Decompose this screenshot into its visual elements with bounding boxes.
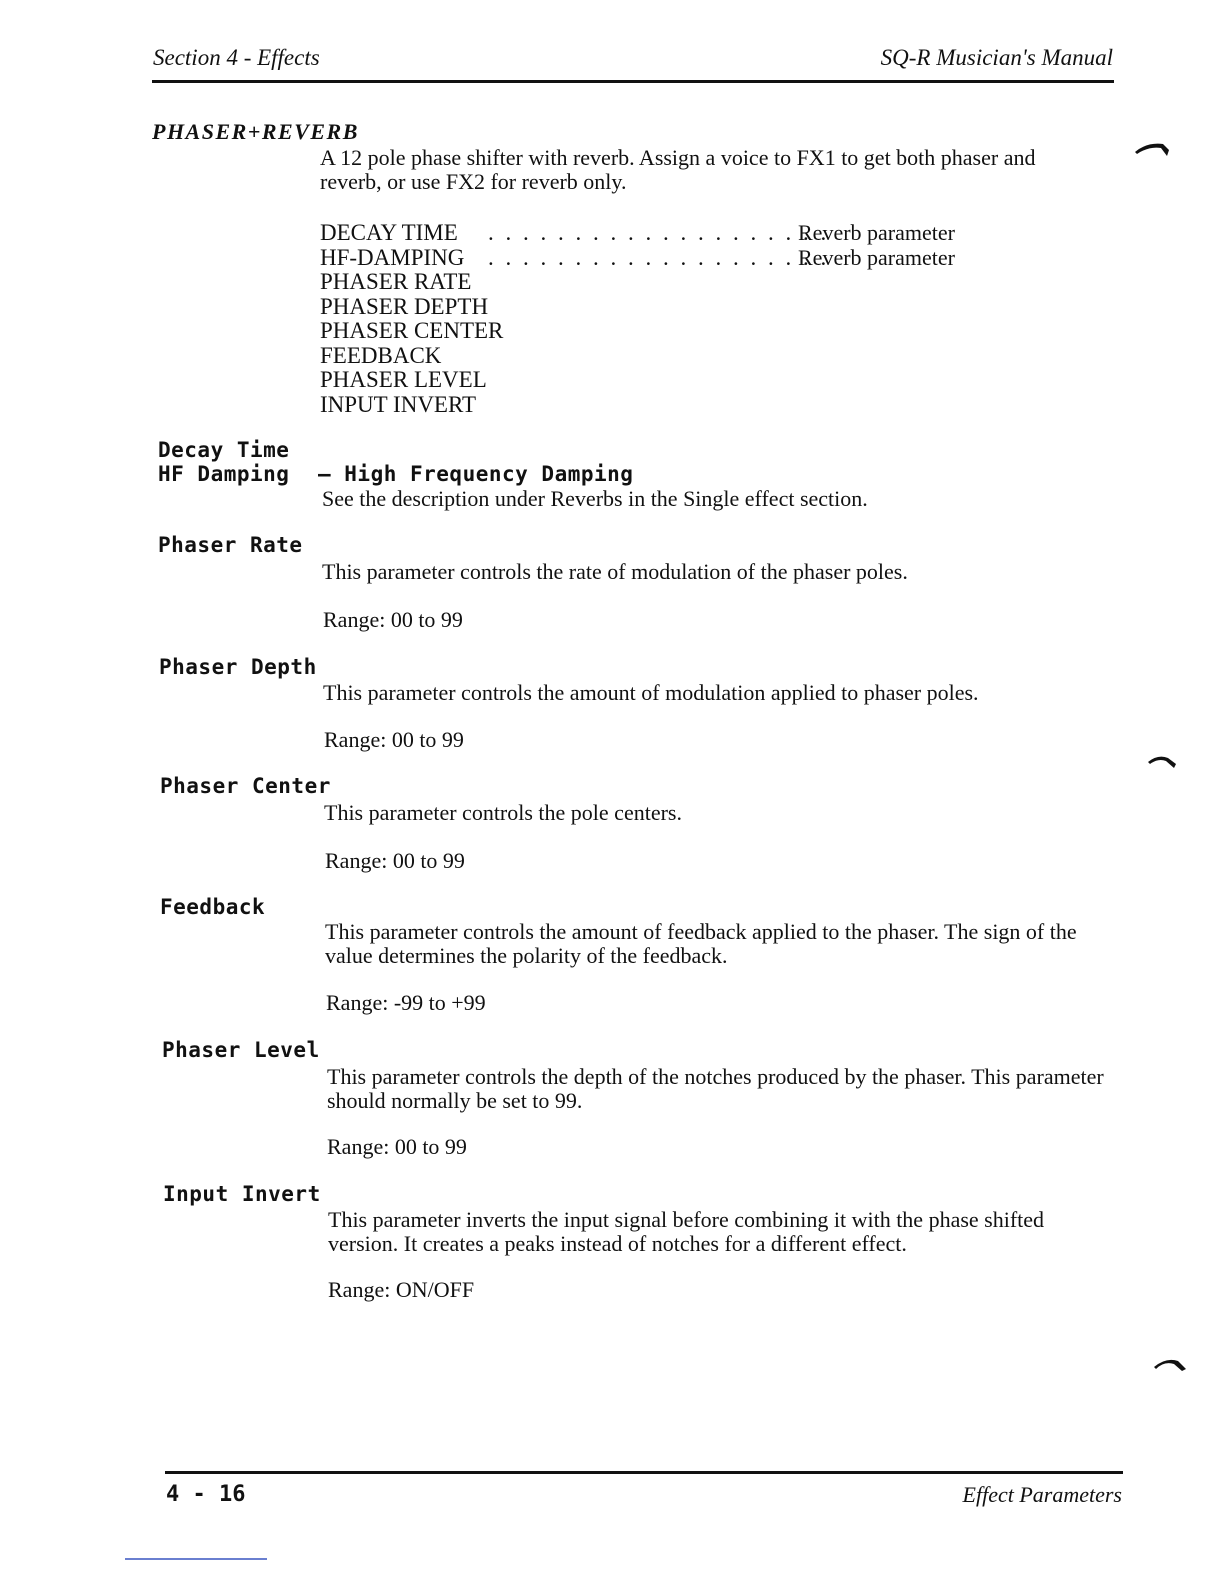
- binder-mark-icon: [1133, 140, 1173, 156]
- page-number: 4 - 16: [166, 1482, 246, 1507]
- term-phaser-rate: Phaser Rate: [158, 533, 303, 557]
- term-input-invert: Input Invert: [163, 1182, 321, 1206]
- effect-title: PHASER+REVERB: [152, 119, 359, 144]
- parameter-list-item: [320, 244, 955, 270]
- phaser-level-description: This parameter controls the depth of the notches produced by the phaser. This parameter should normally be set to 99.: [327, 1064, 1104, 1113]
- header-rule: [152, 80, 1114, 83]
- parameter-list: [320, 220, 955, 417]
- phaser-rate-description: This parameter controls the rate of modulation of the phaser poles.: [322, 559, 908, 584]
- term-decay-time: Decay Time: [158, 438, 290, 462]
- term-hf-damping-subtitle: — High Frequency Damping: [318, 462, 634, 486]
- parameter-list-item: [320, 220, 955, 245]
- term-feedback: Feedback: [160, 895, 266, 919]
- term-phaser-center: Phaser Center: [160, 774, 331, 798]
- phaser-center-range: Range: 00 to 99: [325, 848, 465, 873]
- parameter-name: FEEDBACK: [320, 342, 442, 368]
- scan-underline: [125, 1558, 267, 1560]
- term-phaser-depth: Phaser Depth: [159, 655, 317, 679]
- term-hf-damping: HF Damping: [158, 462, 290, 486]
- binder-mark-icon: [1152, 1355, 1192, 1371]
- header-manual-title: SQ-R Musician's Manual: [880, 45, 1113, 70]
- parameter-name: INPUT INVERT: [320, 391, 476, 417]
- parameter-name: PHASER DEPTH: [320, 293, 489, 319]
- dot-leader: . . . . . . . . . . . . . . . . . . . .: [488, 220, 830, 245]
- term-phaser-level: Phaser Level: [162, 1038, 320, 1062]
- phaser-depth-description: This parameter controls the amount of modulation applied to phaser poles.: [323, 680, 979, 705]
- header-section-title: Section 4 - Effects: [153, 45, 320, 70]
- binder-mark-icon: [1146, 752, 1186, 768]
- parameter-name: PHASER CENTER: [320, 318, 504, 343]
- parameter-list-item: [320, 343, 503, 368]
- phaser-center-description: This parameter controls the pole centers.: [324, 800, 682, 825]
- phaser-depth-range: Range: 00 to 99: [324, 727, 464, 752]
- effect-intro: A 12 pole phase shifter with reverb. Assign a voice to FX1 to get both phaser and reverb, or use FX2 for reverb only.: [320, 145, 1036, 194]
- dot-leader: . . . . . . . . . . . . . . . . . . . .: [488, 244, 830, 270]
- parameter-list-item: [320, 318, 503, 343]
- parameter-list-item: [320, 294, 503, 319]
- feedback-description: This parameter controls the amount of feedback applied to the phaser. The sign of the value determines the polarity of the feedback.: [325, 919, 1077, 968]
- parameter-name: PHASER RATE: [320, 269, 472, 294]
- hf-damping-description: See the description under Reverbs in the Single effect section.: [322, 486, 868, 511]
- parameter-note: Reverb parameter: [798, 220, 955, 245]
- phaser-rate-range: Range: 00 to 99: [323, 607, 463, 632]
- parameter-list-item: [320, 367, 503, 392]
- parameter-name: DECAY TIME: [320, 220, 458, 245]
- phaser-level-range: Range: 00 to 99: [327, 1134, 467, 1159]
- input-invert-range: Range: ON/OFF: [328, 1277, 475, 1302]
- parameter-list-item: [320, 269, 503, 294]
- parameter-name: PHASER LEVEL: [320, 367, 487, 392]
- footer-rule: [165, 1471, 1123, 1474]
- parameter-note: Reverb parameter: [798, 244, 955, 270]
- parameter-name: HF-DAMPING: [320, 244, 465, 270]
- footer-chapter-title: Effect Parameters: [962, 1482, 1122, 1507]
- parameter-list-item: [320, 392, 503, 417]
- input-invert-description: This parameter inverts the input signal before combining it with the phase shifted version. It creates a peaks instead of notches for a different effect.: [328, 1207, 1045, 1256]
- feedback-range: Range: -99 to +99: [326, 990, 486, 1015]
